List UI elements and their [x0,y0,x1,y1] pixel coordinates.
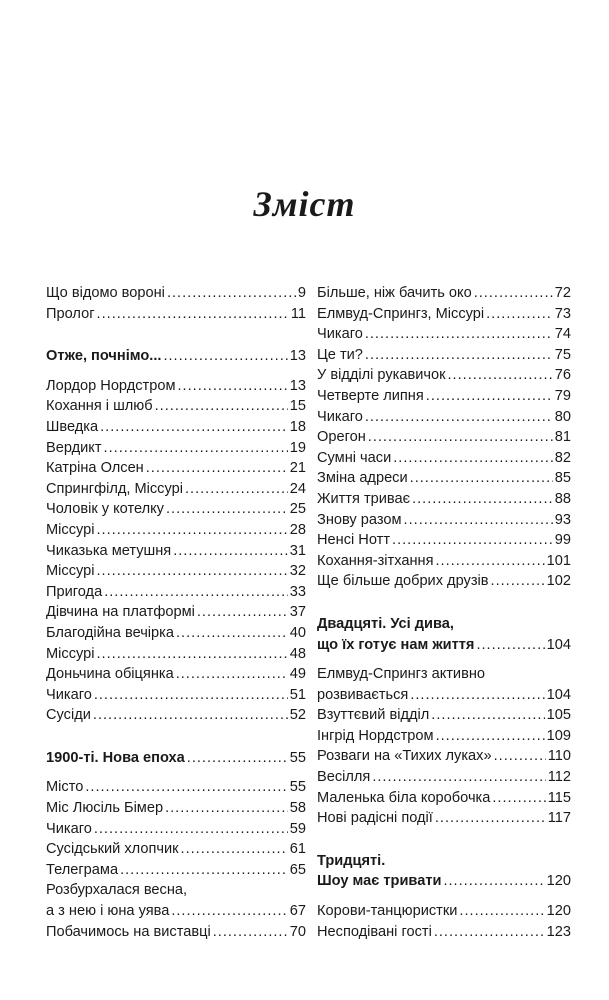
toc-entry [46,602,306,623]
entry-page: 70 [289,923,306,940]
dot-leader [492,788,545,809]
entry-title: Кохання-зітхання [317,552,434,569]
dot-leader [404,510,553,531]
entry-title: Чиказька метушня [46,542,172,559]
entry-title: Чикаго [317,326,363,343]
entry-title: Зміна адреси [317,470,408,487]
entry-page: 25 [289,501,306,518]
dot-leader [187,748,288,769]
entry-title: Корови-танцюристки [317,903,458,920]
toc-entry [46,623,306,644]
toc-entry [317,530,571,551]
entry-title: Це ти? [317,346,363,363]
entry-title: Чикаго [46,820,92,837]
entry-page: 52 [289,707,306,724]
page-title: Зміст [253,184,356,224]
toc-entry [46,396,306,417]
dot-leader [436,726,545,747]
toc-entry [317,510,571,531]
entry-title: Шоу має тривати [317,873,442,890]
toc-entry [46,798,306,819]
dot-leader [368,427,553,448]
entry-page: 40 [289,624,306,641]
entry-title: Місто [46,779,84,796]
dot-leader [96,520,287,541]
toc-entry [46,499,306,520]
toc-entry [46,901,306,922]
dot-leader [476,635,544,656]
entry-page: 81 [554,429,571,446]
dot-leader [412,489,553,510]
entry-page: 21 [289,460,306,477]
entry-title: Ненсі Нотт [317,532,391,549]
toc-entry [46,458,306,479]
entry-page: 120 [546,873,571,890]
toc-entry [317,468,571,489]
dot-leader [120,860,288,881]
toc-entry [46,479,306,500]
toc-entry [317,808,571,829]
toc-entry [46,438,306,459]
entry-title: Отже, почнімо... [46,348,162,365]
toc-entry [46,839,306,860]
toc-entry [317,726,571,747]
entry-title: Розваги на «Тихих луках» [317,748,492,765]
entry-page: 72 [554,285,571,301]
entry-title: Міссурі [46,645,95,662]
entry-page: 109 [546,727,571,744]
dot-leader [104,438,288,459]
entry-page: 15 [289,398,306,415]
dot-leader [185,479,288,500]
dot-leader [365,345,553,366]
toc-entry [317,551,571,572]
entry-title: Сусіди [46,707,91,724]
entry-page: 13 [289,377,306,394]
entry-page: 79 [554,387,571,404]
entry-title: У відділі рукавичок [317,367,446,384]
entry-page: 61 [289,841,306,858]
toc-entry [46,819,306,840]
entry-page: 115 [547,789,571,806]
toc-entry [46,777,306,798]
dot-leader [173,541,288,562]
entry-title: Чикаго [317,408,363,425]
dot-leader [85,777,287,798]
part-heading [46,748,306,769]
entry-page: 112 [547,769,571,786]
entry-title: Благодійна вечірка [46,624,174,641]
entry-page: 65 [289,861,306,878]
entry-page: 76 [554,367,571,384]
toc-entry [46,541,306,562]
entry-title: Більше, ніж бачить око [317,285,472,301]
entry-title: Несподівані гості [317,923,432,940]
entry-title: Нові радісні події [317,810,433,827]
toc-entry [317,705,571,726]
toc-entry [46,304,306,325]
entry-title: 1900-ті. Нова епоха [46,749,185,766]
toc-entry [46,582,306,603]
toc-entry [317,427,571,448]
entry-page: 11 [290,305,306,322]
toc-entry [317,304,571,325]
dot-leader [486,304,553,325]
entry-title: Чикаго [46,686,92,703]
entry-title: Елмвуд-Спрингз, Міссурі [317,305,485,322]
dot-leader [435,551,544,572]
part-heading [317,871,571,892]
entry-page: 9 [297,285,306,301]
dot-leader [166,499,288,520]
entry-page: 105 [546,707,571,724]
dot-leader [97,304,289,325]
entry-title: Маленька біла коробочка [317,789,491,806]
entry-title: Побачимось на виставці [46,923,211,940]
entry-page: 59 [289,820,306,837]
toc-entry [317,746,571,767]
toc-entry [317,901,571,922]
dot-leader [372,767,545,788]
toc-left-column [46,283,306,942]
entry-page: 101 [546,552,571,569]
toc-entry [46,417,306,438]
entry-title: Доньчина обіцянка [46,666,174,683]
entry-title: Чоловік у котелку [46,501,164,518]
entry-page: 24 [289,480,306,497]
entry-title: Дівчина на платформі [46,604,195,621]
toc-entry [317,788,571,809]
toc-entry [46,860,306,881]
toc-entry [46,922,306,943]
entry-page: 31 [289,542,306,559]
dot-leader [93,705,288,726]
dot-leader [365,324,553,345]
dot-leader [434,922,545,943]
entry-page: 32 [289,563,306,580]
dot-leader [392,530,553,551]
dot-leader [474,283,553,304]
toc-entry [317,283,571,304]
entry-page: 48 [289,645,306,662]
entry-page: 104 [546,636,571,653]
toc-entry [46,664,306,685]
entry-page: 74 [554,326,571,343]
toc-entry [46,520,306,541]
dot-leader [176,623,288,644]
dot-leader [494,746,546,767]
toc-entry [46,376,306,397]
entry-title: Четверте липня [317,387,424,404]
toc-entry [317,407,571,428]
entry-page: 104 [546,686,571,703]
entry-page: 93 [554,511,571,528]
entry-title: Лордор Нордстром [46,377,176,394]
entry-page: 82 [554,449,571,466]
entry-page: 49 [289,666,306,683]
entry-page: 28 [289,521,306,538]
dot-leader [491,571,545,592]
dot-leader [459,901,544,922]
toc-right-column [317,283,571,942]
dot-leader [443,871,544,892]
dot-leader [94,819,288,840]
dot-leader [431,705,544,726]
entry-page: 99 [554,532,571,549]
entry-title: Міссурі [46,521,95,538]
entry-page: 80 [554,408,571,425]
entry-title: Життя триває [317,490,411,507]
dot-leader [171,901,287,922]
part-heading [46,346,306,367]
entry-page: 67 [289,903,306,920]
toc-entry [46,561,306,582]
entry-page: 120 [546,903,571,920]
dot-leader [410,468,553,489]
entry-title: Шведка [46,418,99,435]
entry-title: Міссурі [46,563,95,580]
entry-page: 18 [289,418,306,435]
entry-title: Вердикт [46,439,102,456]
dot-leader [426,386,553,407]
dot-leader [435,808,546,829]
entry-title: Знову разом [317,511,402,528]
entry-page: 85 [554,470,571,487]
entry-page: 55 [289,779,306,796]
entry-title: Кохання і шлюб [46,398,153,415]
part-heading: Двадцяті. Усі дива, [317,615,454,632]
entry-title-line: Розбурхалася весна, [46,882,188,899]
toc-entry [46,644,306,665]
entry-title: Пригода [46,583,103,600]
entry-page: 13 [289,348,306,365]
entry-page: 19 [289,439,306,456]
entry-page: 102 [546,573,571,590]
dot-leader [181,839,288,860]
entry-title: Що відомо вороні [46,285,165,301]
entry-title: Інгрід Нордстром [317,727,434,744]
entry-title: а з нею і юна уява [46,903,170,920]
toc-entry [317,386,571,407]
dot-leader [96,561,287,582]
toc-entry [317,324,571,345]
entry-page: 88 [554,490,571,507]
entry-title: Спрингфілд, Міссурі [46,480,183,497]
dot-leader [100,417,288,438]
entry-page: 58 [289,800,306,817]
part-heading [317,635,571,656]
entry-title: Взуттєвий відділ [317,707,430,724]
entry-page: 123 [546,923,571,940]
dot-leader [448,365,553,386]
dot-leader [104,582,288,603]
entry-title: Пролог [46,305,95,322]
toc-entry [46,685,306,706]
entry-title: Міс Люсіль Бімер [46,800,164,817]
entry-title: Сусідський хлопчик [46,841,179,858]
entry-page: 37 [289,604,306,621]
toc-entry [317,489,571,510]
entry-title: Катріна Олсен [46,460,144,477]
dot-leader [410,685,544,706]
toc-entry [317,922,571,943]
toc-entry [317,365,571,386]
toc-entry [317,685,571,706]
dot-leader [163,346,287,367]
toc-entry [317,571,571,592]
dot-leader [167,283,296,304]
entry-page: 110 [547,748,571,765]
part-heading: Тридцяті. [317,852,386,869]
entry-title: Ще більше добрих друзів [317,573,489,590]
dot-leader [213,922,288,943]
dot-leader [393,448,553,469]
toc-entry [46,705,306,726]
dot-leader [155,396,288,417]
entry-title: Орегон [317,429,366,446]
toc-entry [46,283,306,304]
dot-leader [177,376,287,397]
dot-leader [94,685,288,706]
entry-page: 55 [289,749,306,766]
entry-title: Телеграма [46,861,119,878]
entry-title: що їх готує нам життя [317,636,475,653]
entry-title: Весілля [317,769,371,786]
dot-leader [197,602,288,623]
dot-leader [176,664,288,685]
entry-title: Сумні часи [317,449,392,466]
dot-leader [365,407,553,428]
entry-title-line: Елмвуд-Спрингз активно [317,666,486,683]
toc-entry [317,345,571,366]
entry-page: 75 [554,346,571,363]
entry-page: 51 [289,686,306,703]
entry-page: 73 [554,305,571,322]
dot-leader [165,798,288,819]
dot-leader [96,644,287,665]
entry-title: розвивається [317,686,409,703]
toc-entry [317,448,571,469]
entry-page: 117 [547,810,571,827]
toc-entry [317,767,571,788]
dot-leader [146,458,288,479]
entry-page: 33 [289,583,306,600]
